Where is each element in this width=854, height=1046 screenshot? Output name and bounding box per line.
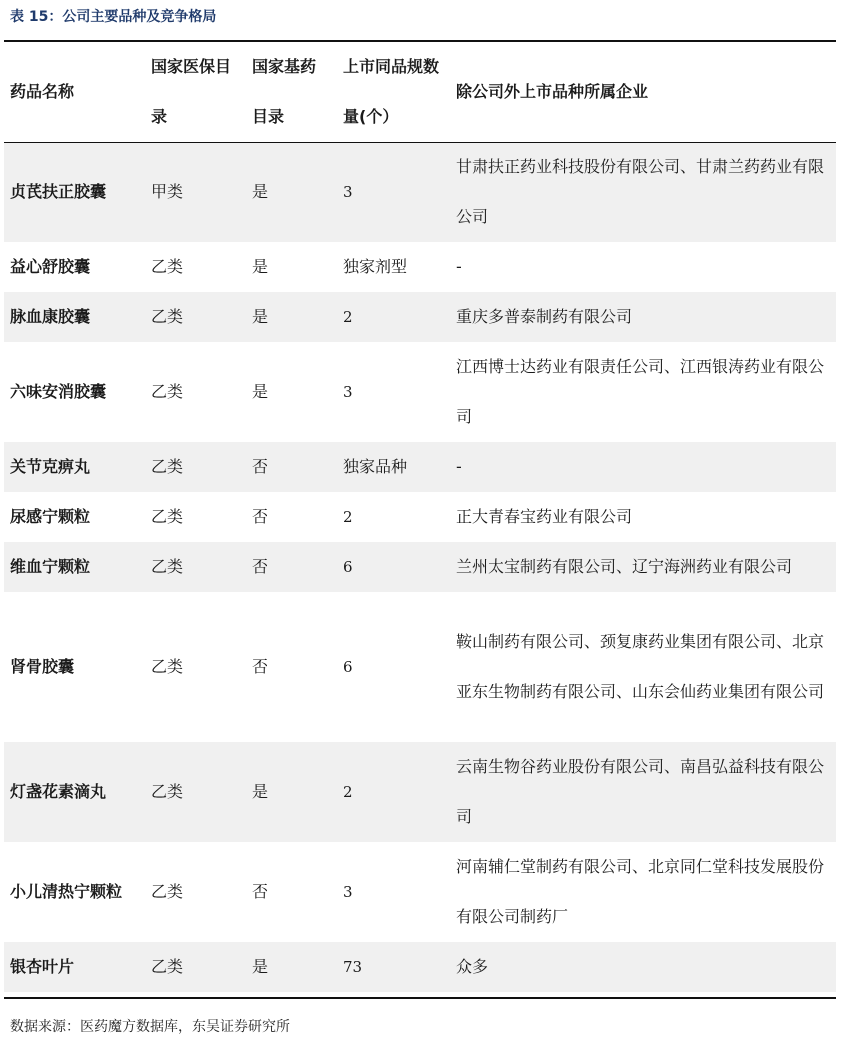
insurance-class: 乙类 — [145, 292, 246, 342]
spec-count: 2 — [337, 742, 450, 842]
other-companies: 正大青春宝药业有限公司 — [456, 507, 633, 526]
insurance-class: 乙类 — [145, 742, 246, 842]
product-competition-table — [4, 42, 836, 992]
drug-name: 尿感宁颗粒 — [10, 507, 91, 526]
essential-flag: 否 — [252, 507, 269, 526]
other-companies: - — [456, 257, 462, 276]
essential-flag: 否 — [252, 882, 269, 901]
other-companies: 重庆多普泰制药有限公司 — [450, 292, 836, 342]
essential-flag: 是 — [246, 942, 337, 992]
drug-name: 小儿清热宁颗粒 — [10, 882, 123, 901]
table-row — [4, 742, 836, 842]
drug-name: 六味安消胶囊 — [10, 382, 107, 401]
other-companies: 甘肃扶正药业科技股份有限公司、甘肃兰药药业有限公司 — [450, 142, 836, 242]
source-note: 数据来源：医药魔方数据库，东吴证券研究所 — [10, 1019, 290, 1035]
insurance-class: 乙类 — [151, 382, 184, 401]
table-row — [4, 442, 836, 492]
header-other-companies: 除公司外上市品种所属企业 — [456, 82, 649, 101]
essential-flag: 是 — [246, 292, 337, 342]
drug-name: 肾骨胶囊 — [10, 657, 75, 676]
insurance-class: 乙类 — [145, 542, 246, 592]
table-row — [4, 242, 836, 292]
essential-flag: 是 — [252, 382, 269, 401]
other-companies: 鞍山制药有限公司、颈复康药业集团有限公司、北京亚东生物制药有限公司、山东会仙药业集团有限公司 — [456, 632, 825, 701]
insurance-class: 乙类 — [145, 942, 246, 992]
essential-flag: 是 — [246, 142, 337, 242]
header-insurance-list: 国家医保目录 — [151, 57, 232, 126]
header-rule — [4, 142, 836, 143]
table-title: 表 15：公司主要品种及竞争格局 — [10, 9, 217, 25]
insurance-class: 乙类 — [151, 882, 184, 901]
spec-count: 3 — [337, 142, 450, 242]
essential-flag: 是 — [246, 742, 337, 842]
essential-flag: 否 — [246, 542, 337, 592]
spec-count: 2 — [343, 508, 353, 526]
header-row — [4, 42, 836, 142]
drug-name: 益心舒胶囊 — [10, 257, 91, 276]
drug-name: 关节克痹丸 — [4, 442, 145, 492]
other-companies: 河南辅仁堂制药有限公司、北京同仁堂科技发展股份有限公司制药厂 — [456, 857, 825, 926]
drug-name: 维血宁颗粒 — [4, 542, 145, 592]
insurance-class: 乙类 — [151, 257, 184, 276]
table-row — [4, 942, 836, 992]
essential-flag: 是 — [252, 257, 269, 276]
spec-count: 3 — [343, 883, 353, 901]
other-companies: 江西博士达药业有限责任公司、江西银涛药业有限公司 — [456, 357, 825, 426]
spec-count: 6 — [337, 542, 450, 592]
header-drug-name: 药品名称 — [10, 82, 75, 101]
other-companies: 兰州太宝制药有限公司、辽宁海洲药业有限公司 — [450, 542, 836, 592]
other-companies: 众多 — [450, 942, 836, 992]
header-essential-list: 国家基药目录 — [252, 57, 317, 126]
drug-name: 脉血康胶囊 — [4, 292, 145, 342]
insurance-class: 乙类 — [145, 442, 246, 492]
header-spec-count: 上市同品规数量(个） — [343, 57, 440, 126]
drug-name: 灯盏花素滴丸 — [4, 742, 145, 842]
table-row — [4, 292, 836, 342]
table-row — [4, 342, 836, 442]
spec-count: 2 — [337, 292, 450, 342]
bottom-rule — [4, 997, 836, 999]
drug-name: 银杏叶片 — [4, 942, 145, 992]
other-companies: - — [450, 442, 836, 492]
spec-count: 73 — [337, 942, 450, 992]
other-companies: 云南生物谷药业股份有限公司、南昌弘益科技有限公司 — [450, 742, 836, 842]
spec-count: 6 — [343, 658, 353, 676]
insurance-class: 乙类 — [151, 657, 184, 676]
drug-name: 贞芪扶正胶囊 — [4, 142, 145, 242]
insurance-class: 甲类 — [145, 142, 246, 242]
spec-count: 3 — [343, 383, 353, 401]
essential-flag: 否 — [246, 442, 337, 492]
table-row — [4, 592, 836, 742]
insurance-class: 乙类 — [151, 507, 184, 526]
essential-flag: 否 — [252, 657, 269, 676]
spec-count: 独家剂型 — [343, 257, 408, 276]
table-row — [4, 492, 836, 542]
table-row — [4, 142, 836, 242]
spec-count: 独家品种 — [337, 442, 450, 492]
table-row — [4, 842, 836, 942]
table-row — [4, 542, 836, 592]
